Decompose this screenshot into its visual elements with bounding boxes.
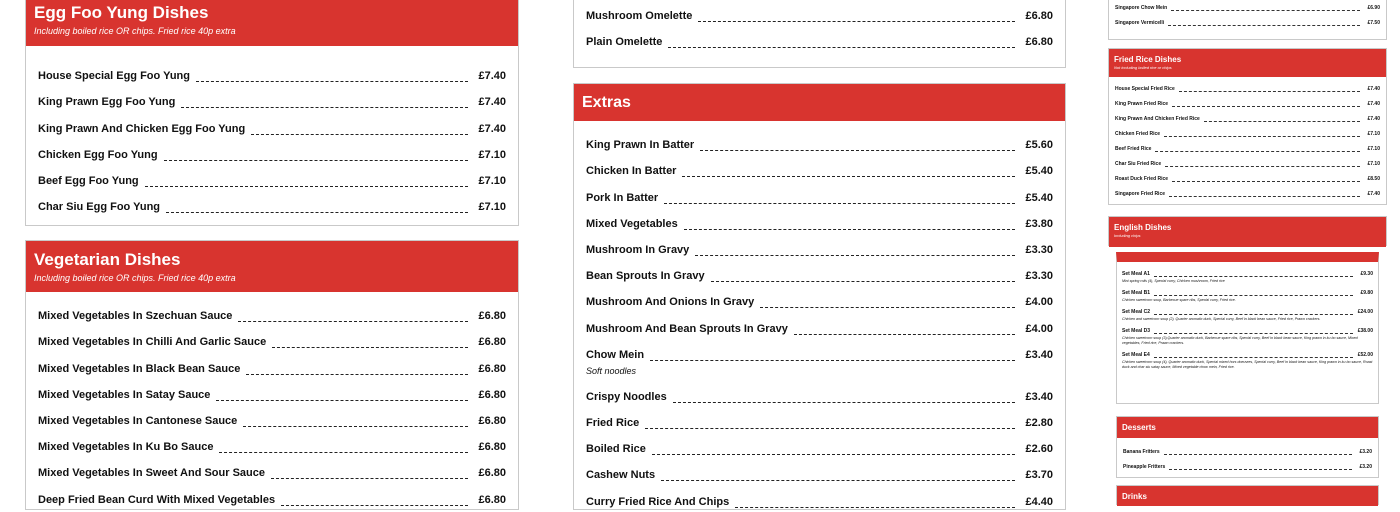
item-price: £6.80 [478,388,506,401]
item-name: Plain Omelette [586,36,663,49]
menu-item [586,26,1053,52]
item-price: £7.10 [1367,161,1380,167]
item-price: £6.80 [478,467,506,480]
item-price: £4.00 [1025,296,1053,309]
section-subtitle: Including boiled rice OR chips. Fried rice 40p extra [34,26,236,36]
menu-list [574,121,1065,512]
section-title: Extras [582,94,631,111]
set-meal-description: Chicken and sweetcorn soup (2), Quarter aromatic duck, Special curry, Beef in black bean sauce, Fried rice, Prawn crackers. [1122,317,1321,321]
menu-list [574,0,1065,52]
section-subtitle: Including boiled rice OR chips. Fried rice 40p extra [34,273,236,283]
item-price: £2.80 [1025,417,1053,430]
drinks-section [1116,485,1379,505]
menu-item [586,381,1053,407]
section-header [1109,49,1386,77]
menu-item [38,483,506,509]
item-price: £3.30 [1025,270,1053,283]
item-name: Mixed Vegetables In Sweet And Sour Sauce [38,467,265,480]
dot-leader [1154,295,1353,296]
menu-item [38,191,506,217]
item-price: £52.00 [1357,352,1373,358]
menu-item [38,326,506,352]
set-meal-description: Chicken sweetcorn soup (4), Quarter aromatic duck, Special mixed hors doeuvres, Special curry, Beef in black bean sauce, King prawn in ku bo sauce, Roast duck and char siu satay sauce, Mixed vegetable chow mein, Fried rice. [1122,360,1373,369]
section-header [1117,417,1378,438]
item-price: £9.80 [1360,290,1373,296]
dot-leader [661,480,1015,481]
menu-item [586,312,1053,338]
item-price: £2.60 [1025,443,1053,456]
item-price: £6.80 [478,414,506,427]
item-name: Mushroom In Gravy [586,243,690,256]
menu-item [586,459,1053,485]
item-name: House Special Fried Rice [1115,86,1175,92]
menu-list [1117,438,1378,473]
item-name: Singapore Chow Mein [1115,5,1168,11]
dot-leader [1169,196,1360,197]
menu-item [586,181,1053,207]
section-header [26,0,518,46]
item-name: Roast Duck Fried Rice [1115,176,1169,182]
dot-leader [1168,25,1360,26]
item-price: £6.80 [478,362,506,375]
dot-leader [664,203,1015,204]
item-name: Singapore Vermicelli [1115,20,1165,26]
menu-item [586,485,1053,511]
menu-item [586,0,1053,26]
item-price: £6.80 [1025,10,1053,23]
omelette-section [573,0,1066,68]
item-name: Set Meal C2 [1122,309,1151,315]
menu-item [38,60,506,86]
dot-leader [272,347,468,348]
dot-leader [1165,166,1360,167]
dot-leader [1155,151,1360,152]
dot-leader [645,428,1015,429]
item-price: £5.40 [1025,165,1053,178]
dot-leader [1164,454,1352,455]
set-meal [1122,306,1373,322]
menu-item [586,433,1053,459]
section-header [574,84,1065,121]
item-name: Chicken Fried Rice [1115,131,1161,137]
item-price: £9.30 [1360,271,1373,277]
item-price: £7.40 [478,122,506,135]
item-price: £7.10 [478,148,506,161]
item-price: £3.20 [1359,464,1372,470]
menu-item [1123,443,1372,458]
menu-list [1109,0,1386,29]
section-header [26,241,518,292]
item-note: Soft noodles [586,365,637,376]
vegetarian-section [25,240,519,510]
section-title: English Dishes [1114,223,1172,232]
menu-item [38,457,506,483]
egg-foo-yung-section [25,0,519,226]
dot-leader [246,374,468,375]
item-price: £7.40 [478,96,506,109]
menu-item [1115,110,1380,125]
item-price: £38.00 [1357,328,1373,334]
desserts-section [1116,416,1379,478]
item-price: £7.40 [478,70,506,83]
dot-leader [181,107,468,108]
item-price: £3.70 [1025,469,1053,482]
menu-item [1122,306,1373,317]
item-name: Chicken In Batter [586,165,677,178]
section-subtitle: Including chips [1114,233,1141,238]
menu-item [1122,287,1373,298]
section-header [1117,486,1378,506]
dot-leader [794,334,1015,335]
menu-item [1115,14,1380,29]
dot-leader [145,186,468,187]
menu-list [1117,262,1378,370]
dot-leader [673,402,1015,403]
item-name: Mixed Vegetables In Satay Sauce [38,388,211,401]
item-name: Chicken Egg Foo Yung [38,148,158,161]
item-name: Beef Fried Rice [1115,146,1152,152]
dot-leader [684,229,1015,230]
english-dishes-section [1108,216,1387,246]
item-price: £3.40 [1025,348,1053,361]
item-name: House Special Egg Foo Yung [38,70,190,83]
item-name: King Prawn Egg Foo Yung [38,96,176,109]
dot-leader [1154,276,1353,277]
dot-leader [1171,10,1360,11]
item-name: Mixed Vegetables In Chilli And Garlic Sauce [38,336,267,349]
item-price: £5.60 [1025,139,1053,152]
item-price: £7.10 [1367,131,1380,137]
dot-leader [695,255,1015,256]
dot-leader [1172,106,1360,107]
section-subtitle: Not including boiled rice or chips [1114,65,1172,70]
set-meal-description: Mini spring rolls (4), Special curry, Chicken mushroom, Fried rice [1122,279,1225,283]
dot-leader [700,150,1015,151]
item-price: £6.90 [1367,5,1380,11]
menu-item [1123,458,1372,473]
menu-item [1115,185,1380,200]
menu-list [26,46,518,217]
item-name: Banana Fritters [1123,449,1160,455]
item-name: King Prawn In Batter [586,139,695,152]
menu-item [38,139,506,165]
item-name: Beef Egg Foo Yung [38,174,139,187]
dot-leader [735,507,1015,508]
menu-item [586,407,1053,433]
dot-leader [219,452,468,453]
item-name: Deep Fried Bean Curd With Mixed Vegetables [38,493,276,506]
dot-leader [1172,181,1360,182]
item-name: Pork In Batter [586,191,659,204]
dot-leader [760,307,1015,308]
menu-item [38,352,506,378]
item-price: £7.10 [478,174,506,187]
item-name: Char Siu Fried Rice [1115,161,1162,167]
menu-item [1122,325,1373,336]
menu-item [1115,0,1380,14]
item-price: £7.10 [478,201,506,214]
item-price: £6.80 [478,441,506,454]
item-name: Boiled Rice [586,443,646,456]
item-price: £6.80 [1025,36,1053,49]
section-title: Set Meals [1120,248,1148,254]
set-meal [1122,349,1373,370]
item-price: £7.40 [1367,101,1380,107]
menu-list [26,292,518,510]
item-price: £4.00 [1025,322,1053,335]
item-name: Crispy Noodles [586,390,667,403]
menu-item [586,234,1053,260]
extras-section [573,83,1066,510]
item-name: Pineapple Fritters [1123,464,1166,470]
menu-item [38,300,506,326]
menu-item [38,431,506,457]
menu-item [1115,95,1380,110]
menu-item [1115,80,1380,95]
item-price: £24.00 [1357,309,1373,315]
dot-leader [251,134,468,135]
item-name: Mushroom And Onions In Gravy [586,296,755,309]
set-meal [1122,325,1373,346]
dot-leader [650,360,1015,361]
dot-leader [652,454,1015,455]
menu-item [38,112,506,138]
item-name: King Prawn And Chicken Egg Foo Yung [38,122,246,135]
menu-item [1115,170,1380,185]
dot-leader [1169,469,1352,470]
set-meals-section [1116,252,1379,404]
menu-item [586,129,1053,155]
menu-item [586,208,1053,234]
item-price: £6.80 [478,310,506,323]
menu-item [1115,155,1380,170]
item-name: Fried Rice [586,417,640,430]
menu-item [38,165,506,191]
item-name: Singapore Fried Rice [1115,191,1166,197]
menu-item [586,286,1053,312]
chow-mein-section [1108,0,1387,40]
menu-item [1115,140,1380,155]
item-price: £3.20 [1359,449,1372,455]
item-price: £5.40 [1025,191,1053,204]
item-price: £7.50 [1367,20,1380,26]
menu-item [1115,125,1380,140]
menu-item [38,379,506,405]
dot-leader [1154,314,1353,315]
item-name: Mixed Vegetables In Black Bean Sauce [38,362,241,375]
item-name: Mushroom And Bean Sprouts In Gravy [586,322,788,335]
menu-list [1109,77,1386,200]
item-price: £6.80 [478,336,506,349]
section-title: Vegetarian Dishes [34,250,181,269]
dot-leader [243,426,468,427]
dot-leader [1204,121,1360,122]
dot-leader [216,400,468,401]
item-name: Set Meal A1 [1122,271,1150,277]
set-meal [1122,268,1373,284]
dot-leader [711,281,1015,282]
section-title: Drinks [1122,492,1147,501]
item-price: £6.80 [478,493,506,506]
dot-leader [238,321,468,322]
item-price: £3.40 [1025,390,1053,403]
set-meal-description: Chicken sweetcorn soup (3),Quarter aromatic duck, Barbecue spare ribs, Special curry, Beef in black bean sauce, King prawn in ku bo sauce, Mixed vegetables, Fried rice, Prawn crackers. [1122,336,1358,345]
item-price: £7.40 [1367,191,1380,197]
menu-item [1122,268,1373,279]
item-price: £4.40 [1025,495,1053,508]
section-title: Egg Foo Yung Dishes [34,3,209,22]
dot-leader [1179,91,1360,92]
item-price: £7.10 [1367,146,1380,152]
item-name: King Prawn And Chicken Fried Rice [1115,116,1200,122]
item-name: King Prawn Fried Rice [1115,101,1169,107]
dot-leader [1154,333,1353,334]
dot-leader [166,212,468,213]
item-name: Curry Fried Rice And Chips [586,495,730,508]
item-name: Bean Sprouts In Gravy [586,270,705,283]
dot-leader [668,47,1015,48]
menu-item [1122,349,1373,360]
section-title: Fried Rice Dishes [1114,55,1182,64]
menu-item [586,155,1053,181]
dot-leader [271,478,468,479]
menu-item [586,339,1053,365]
item-name: Char Siu Egg Foo Yung [38,201,161,214]
dot-leader [196,81,468,82]
item-name: Set Meal D3 [1122,328,1151,334]
item-price: £7.40 [1367,116,1380,122]
dot-leader [698,21,1015,22]
item-name: Cashew Nuts [586,469,656,482]
dot-leader [164,160,468,161]
item-name: Set Meal E4 [1122,352,1150,358]
section-title: Desserts [1122,423,1156,432]
set-meal [1122,287,1373,303]
menu-item [38,405,506,431]
item-name: Mixed Vegetables In Ku Bo Sauce [38,441,214,454]
fried-rice-section [1108,48,1387,205]
item-name: Mixed Vegetables [586,217,678,230]
item-price: £8.50 [1367,176,1380,182]
section-header [1109,217,1386,247]
dot-leader [1164,136,1360,137]
item-price: £3.80 [1025,217,1053,230]
item-price: £7.40 [1367,86,1380,92]
item-name: Mixed Vegetables In Cantonese Sauce [38,414,238,427]
set-meal-description: Chicken sweetcorn soup, Barbecue spare ribs, Special curry, Fried rice. [1122,298,1236,302]
menu-item [38,86,506,112]
item-name: Mixed Vegetables In Szechuan Sauce [38,310,233,323]
menu-item [586,260,1053,286]
dot-leader [1154,357,1353,358]
item-name: Mushroom Omelette [586,10,693,23]
item-name: Set Meal B1 [1122,290,1151,296]
dot-leader [281,505,468,506]
dot-leader [682,176,1015,177]
item-name: Chow Mein [586,348,645,361]
item-price: £3.30 [1025,243,1053,256]
